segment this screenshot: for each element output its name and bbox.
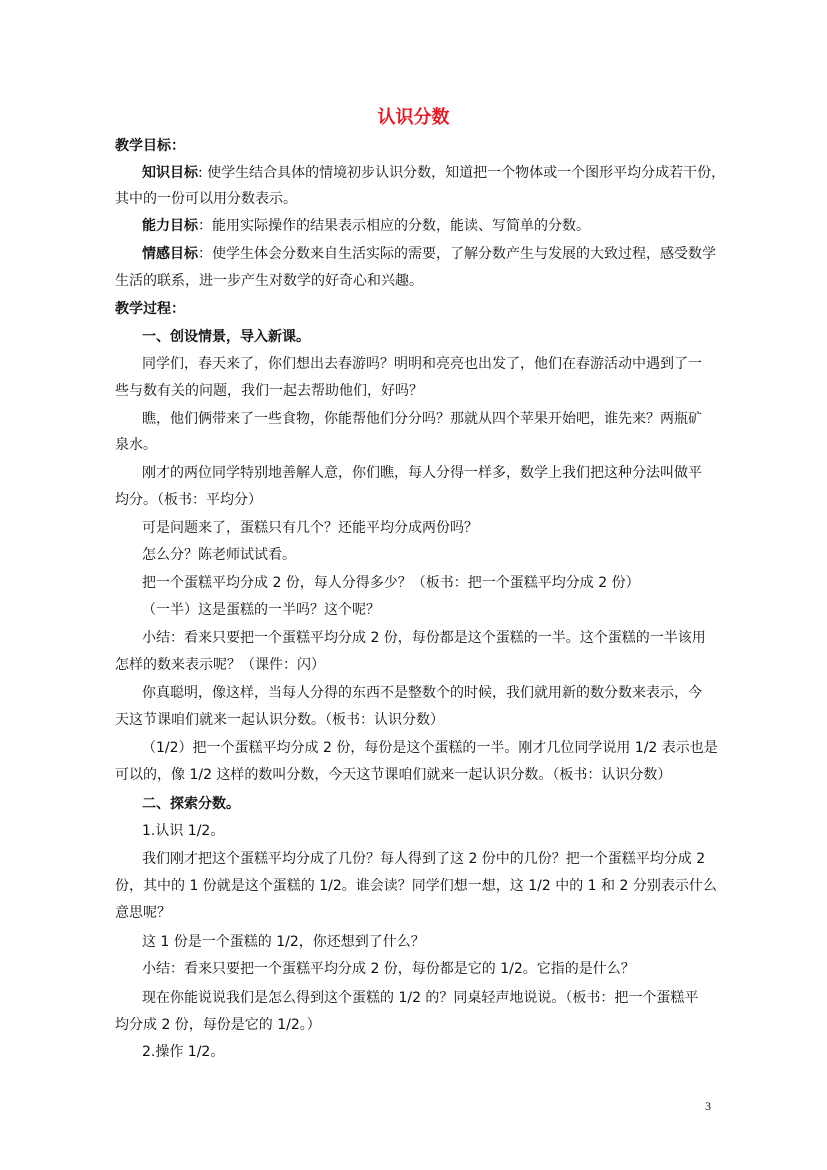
text-line: [115, 137, 725, 155]
text-run: 瞧，他们俩带来了一些食物，你能帮他们分分吗？那就从四个苹果开始吧，谁先来？两瓶矿: [142, 411, 702, 427]
text-run: 天这节课咱们就来一起认识分数。（板书：认识分数）: [115, 712, 444, 728]
text-line: [142, 684, 725, 702]
bold-text: 情感目标: [142, 246, 198, 262]
text-run: 可以的，像 1/2 这样的数叫分数，今天这节课咱们就来一起认识分数。（板书：认识分数）: [115, 767, 672, 783]
text-line: [115, 300, 725, 318]
text-line: [142, 245, 725, 263]
text-run: ：使学生体会分数来自生活实际的需要，了解分数产生与发展的大致过程，感受数学: [198, 246, 716, 262]
text-line: [115, 491, 725, 509]
text-run: 你真聪明，像这样，当每人分得的东西不是整数个的时候，我们就用新的数分数来表示，今: [142, 685, 702, 701]
text-run: 1.认识 1/2。: [142, 823, 225, 839]
bold-text: 二、探索分数。: [142, 796, 240, 812]
text-line: [142, 850, 725, 868]
text-run: 其中的一份可以用分数表示。: [115, 191, 297, 207]
text-line: [142, 629, 725, 647]
text-run: 现在你能说说我们是怎么得到这个蛋糕的 1/2 的？同桌轻声地说说。（板书：把一个蛋糕平: [142, 990, 699, 1006]
text-line: [115, 1016, 725, 1034]
page-number: 3: [705, 1099, 711, 1113]
text-run: ：能用实际操作的结果表示相应的分数，能读、写简单的分数。: [198, 218, 590, 234]
text-line: [115, 190, 725, 208]
text-run: 这 1 份是一个蛋糕的 1/2，你还想到了什么？: [142, 934, 425, 950]
text-run: （1/2）把一个蛋糕平均分成 2 份，每份是这个蛋糕的一半。刚才几位同学说用 1/2 表示也是: [142, 740, 718, 756]
text-run: 同学们，春天来了，你们想出去春游吗？明明和亮亮也出发了，他们在春游活动中遇到了一: [142, 356, 702, 372]
text-line: [142, 960, 725, 978]
text-line: [142, 546, 725, 564]
bold-text: 能力目标: [142, 218, 198, 234]
text-line: [115, 436, 725, 454]
text-run: 把一个蛋糕平均分成 2 份，每人分得多少？（板书：把一个蛋糕平均分成 2 份）: [142, 575, 640, 591]
text-line: [115, 382, 725, 400]
text-run: 刚才的两位同学特别地善解人意，你们瞧，每人分得一样多，数学上我们把这种分法叫做平: [142, 465, 702, 481]
text-line: [115, 766, 725, 784]
text-line: [115, 904, 725, 922]
text-line: [142, 355, 725, 373]
bold-text: 知识目标: [142, 165, 198, 181]
text-line: [142, 1043, 725, 1061]
text-line: [142, 739, 725, 757]
text-run: 可是问题来了，蛋糕只有几个？还能平均分成两份吗？: [142, 520, 478, 536]
text-line: [115, 877, 725, 895]
text-line: [142, 822, 725, 840]
text-line: [142, 410, 725, 428]
text-run: 均分。（板书：平均分）: [115, 492, 262, 508]
text-line: [142, 217, 725, 235]
text-run: （一半）这是蛋糕的一半吗？这个呢？: [142, 602, 380, 618]
text-run: 意思呢？: [115, 905, 171, 921]
text-run: 份，其中的 1 份就是这个蛋糕的 1/2。谁会读？同学们想一想，这 1/2 中的 1 和 2 分别表示什么: [115, 878, 717, 894]
text-line: [142, 328, 725, 346]
text-line: [142, 574, 725, 592]
text-run: 生活的联系，进一步产生对数学的好奇心和兴趣。: [115, 273, 423, 289]
text-line: [142, 464, 725, 482]
text-line: [142, 933, 725, 951]
text-line: [115, 711, 725, 729]
text-line: [142, 989, 725, 1007]
text-run: 怎么分？陈老师试试看。: [142, 547, 296, 563]
text-run: 些与数有关的问题，我们一起去帮助他们，好吗？: [115, 383, 423, 399]
bold-text: 教学目标：: [115, 138, 185, 154]
text-run: 均分成 2 份，每份是它的 1/2。）: [115, 1017, 321, 1033]
text-line: [142, 601, 725, 619]
text-run: 泉水。: [115, 437, 157, 453]
text-run: 小结：看来只要把一个蛋糕平均分成 2 份，每份都是它的 1/2。它指的是什么？: [142, 961, 635, 977]
text-run: 怎样的数来表示呢？（课件：闪）: [115, 657, 325, 673]
bold-text: 一、创设情景，导入新课。: [142, 329, 310, 345]
text-run: 2.操作 1/2。: [142, 1044, 225, 1060]
document-title: 认识分数: [377, 107, 450, 128]
text-line: [142, 795, 725, 813]
text-run: : 使学生结合具体的情境初步认识分数，知道把一个物体或一个图形平均分成若干份，: [198, 165, 726, 181]
bold-text: 教学过程：: [115, 301, 185, 317]
text-run: 我们刚才把这个蛋糕平均分成了几份？每人得到了这 2 份中的几份？把一个蛋糕平均分成 2: [142, 851, 706, 867]
text-line: [142, 164, 725, 182]
text-line: [115, 656, 725, 674]
text-run: 小结：看来只要把一个蛋糕平均分成 2 份，每份都是这个蛋糕的一半。这个蛋糕的一半该用: [142, 630, 706, 646]
text-line: [142, 519, 725, 537]
text-line: [115, 272, 725, 290]
